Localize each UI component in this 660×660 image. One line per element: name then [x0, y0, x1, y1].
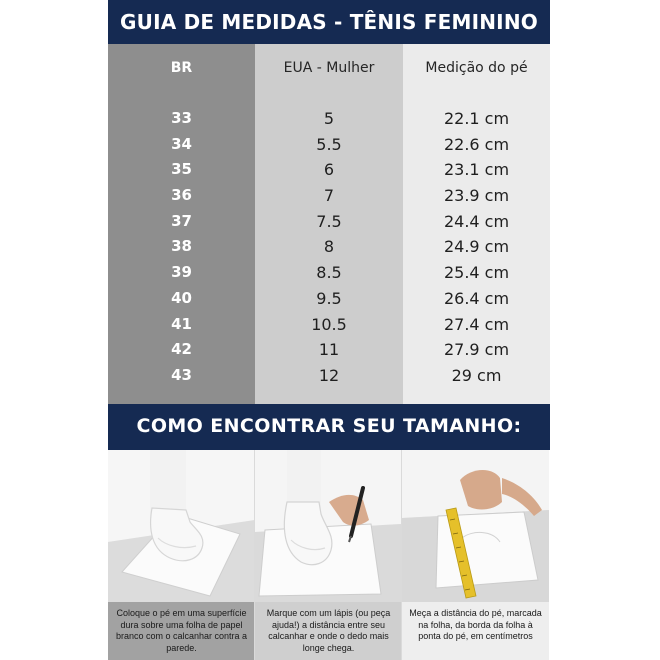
foot-length-cell: 24.4 cm — [443, 211, 510, 231]
step-3-photo — [402, 450, 549, 602]
us-size-cell: 9.5 — [316, 288, 342, 308]
foot-length-cell: 22.1 cm — [443, 109, 510, 128]
us-size-cell: 8 — [323, 237, 335, 257]
br-size-cell: 36 — [171, 186, 192, 205]
br-column — [108, 44, 255, 404]
step-2-photo — [255, 450, 402, 602]
size-table — [108, 44, 550, 404]
us-size-cell: 11 — [318, 340, 340, 360]
br-column-header: BR — [170, 60, 193, 76]
us-size-cell: 6 — [323, 160, 335, 180]
foot-length-cell: 24.9 cm — [443, 237, 510, 257]
us-size-cell: 12 — [318, 365, 340, 385]
foot-length-cell: 23.1 cm — [443, 160, 510, 180]
br-size-cell: 40 — [171, 288, 192, 307]
br-size-cell: 41 — [171, 314, 192, 333]
foot-length-cell: 26.4 cm — [443, 288, 510, 308]
step-1-caption: Coloque o pé em uma superfície dura sobre uma folha de papel branco com o calcanhar contra a parede. — [108, 602, 255, 660]
step-3-caption: Meça a distância do pé, marcada na folha, da borda da folha à ponta do pé, em centímetros — [402, 602, 549, 660]
step-1-photo — [108, 450, 255, 602]
foot-length-cell: 29 cm — [451, 365, 502, 385]
foot-length-cell: 27.9 cm — [443, 340, 510, 360]
br-size-cell: 35 — [171, 160, 192, 179]
br-size-cell: 38 — [171, 237, 192, 256]
us-women-column — [255, 44, 403, 404]
br-size-cell: 33 — [171, 109, 192, 127]
step-2 — [255, 450, 402, 660]
br-size-cell: 37 — [171, 211, 192, 230]
br-size-cell: 42 — [171, 340, 192, 359]
us-women-column-header: EUA - Mulher — [283, 60, 375, 76]
step-3 — [402, 450, 549, 660]
us-size-cell: 5 — [323, 109, 335, 128]
us-size-cell: 10.5 — [311, 314, 347, 334]
how-to-steps — [108, 450, 550, 660]
us-size-cell: 5.5 — [316, 134, 342, 154]
us-size-cell: 7.5 — [316, 211, 342, 231]
step-2-caption: Marque com um lápis (ou peça ajuda!) a distância entre seu calcanhar e onde o dedo mais longe chega. — [255, 602, 402, 660]
foot-length-cell: 22.6 cm — [443, 134, 510, 154]
size-guide — [108, 0, 550, 660]
foot-length-cell: 23.9 cm — [443, 186, 510, 206]
step-1 — [108, 450, 255, 660]
foot-length-column-header: Medição do pé — [425, 60, 528, 76]
foot-length-column — [403, 44, 550, 404]
br-size-cell: 39 — [171, 263, 192, 282]
page-title: GUIA DE MEDIDAS - TÊNIS FEMININO — [108, 0, 550, 44]
how-to-title: COMO ENCONTRAR SEU TAMANHO: — [108, 404, 550, 450]
foot-length-cell: 25.4 cm — [443, 263, 510, 283]
br-size-cell: 43 — [171, 365, 192, 384]
br-size-cell: 34 — [171, 134, 192, 153]
us-size-cell: 7 — [323, 186, 335, 206]
us-size-cell: 8.5 — [316, 263, 342, 283]
foot-length-cell: 27.4 cm — [443, 314, 510, 334]
